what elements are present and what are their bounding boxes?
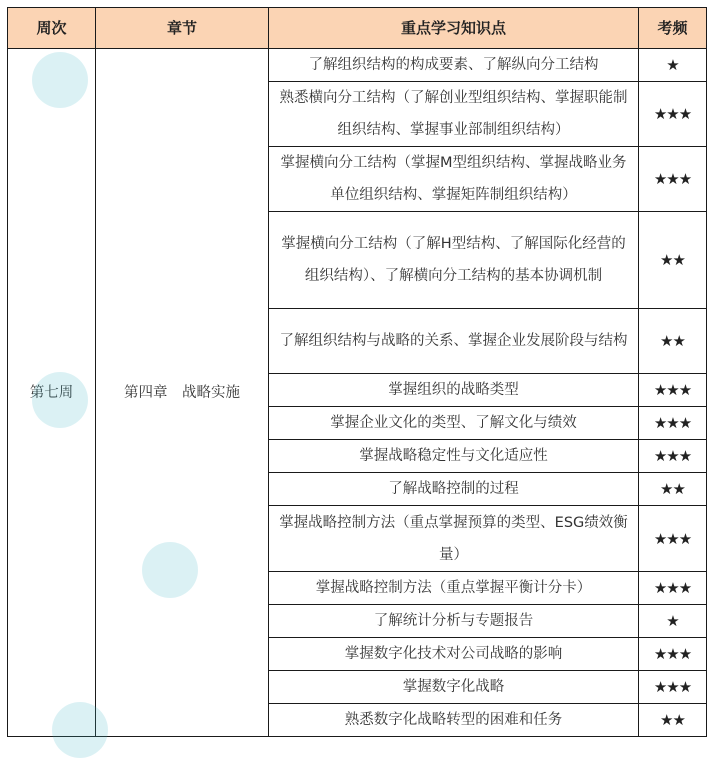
frequency-stars: ★ xyxy=(639,49,707,82)
frequency-stars: ★★★ xyxy=(639,671,707,704)
topic-cell: 掌握组织的战略类型 xyxy=(269,374,639,407)
header-week: 周次 xyxy=(8,8,96,49)
topic-cell: 熟悉数字化战略转型的困难和任务 xyxy=(269,704,639,737)
topic-cell: 掌握数字化技术对公司战略的影响 xyxy=(269,638,639,671)
frequency-stars: ★★ xyxy=(639,212,707,309)
frequency-stars: ★★★ xyxy=(639,407,707,440)
frequency-stars: ★★★ xyxy=(639,147,707,212)
topic-cell: 掌握企业文化的类型、了解文化与绩效 xyxy=(269,407,639,440)
study-plan-table xyxy=(7,7,707,737)
topic-cell: 了解战略控制的过程 xyxy=(269,473,639,506)
week-cell: 第七周 xyxy=(8,49,96,737)
topic-cell: 掌握横向分工结构（了解H型结构、了解国际化经营的组织结构）、了解横向分工结构的基本协调机制 xyxy=(269,212,639,309)
frequency-stars: ★★ xyxy=(639,704,707,737)
topic-cell: 了解组织结构与战略的关系、掌握企业发展阶段与结构 xyxy=(269,309,639,374)
frequency-stars: ★ xyxy=(639,605,707,638)
frequency-stars: ★★ xyxy=(639,473,707,506)
frequency-stars: ★★★ xyxy=(639,440,707,473)
topic-cell: 掌握战略稳定性与文化适应性 xyxy=(269,440,639,473)
table-row xyxy=(8,49,707,82)
header-row xyxy=(8,8,707,49)
frequency-stars: ★★★ xyxy=(639,506,707,572)
chapter-cell: 第四章 战略实施 xyxy=(96,49,269,737)
topic-cell: 掌握战略控制方法（重点掌握预算的类型、ESG绩效衡量） xyxy=(269,506,639,572)
frequency-stars: ★★ xyxy=(639,309,707,374)
header-chapter: 章节 xyxy=(96,8,269,49)
header-topic: 重点学习知识点 xyxy=(269,8,639,49)
frequency-stars: ★★★ xyxy=(639,374,707,407)
frequency-stars: ★★★ xyxy=(639,638,707,671)
topic-cell: 了解统计分析与专题报告 xyxy=(269,605,639,638)
topic-cell: 掌握战略控制方法（重点掌握平衡计分卡） xyxy=(269,572,639,605)
topic-cell: 熟悉横向分工结构（了解创业型组织结构、掌握职能制组织结构、掌握事业部制组织结构） xyxy=(269,82,639,147)
frequency-stars: ★★★ xyxy=(639,82,707,147)
topic-cell: 掌握横向分工结构（掌握M型组织结构、掌握战略业务单位组织结构、掌握矩阵制组织结构） xyxy=(269,147,639,212)
topic-cell: 了解组织结构的构成要素、了解纵向分工结构 xyxy=(269,49,639,82)
header-frequency: 考频 xyxy=(639,8,707,49)
frequency-stars: ★★★ xyxy=(639,572,707,605)
topic-cell: 掌握数字化战略 xyxy=(269,671,639,704)
